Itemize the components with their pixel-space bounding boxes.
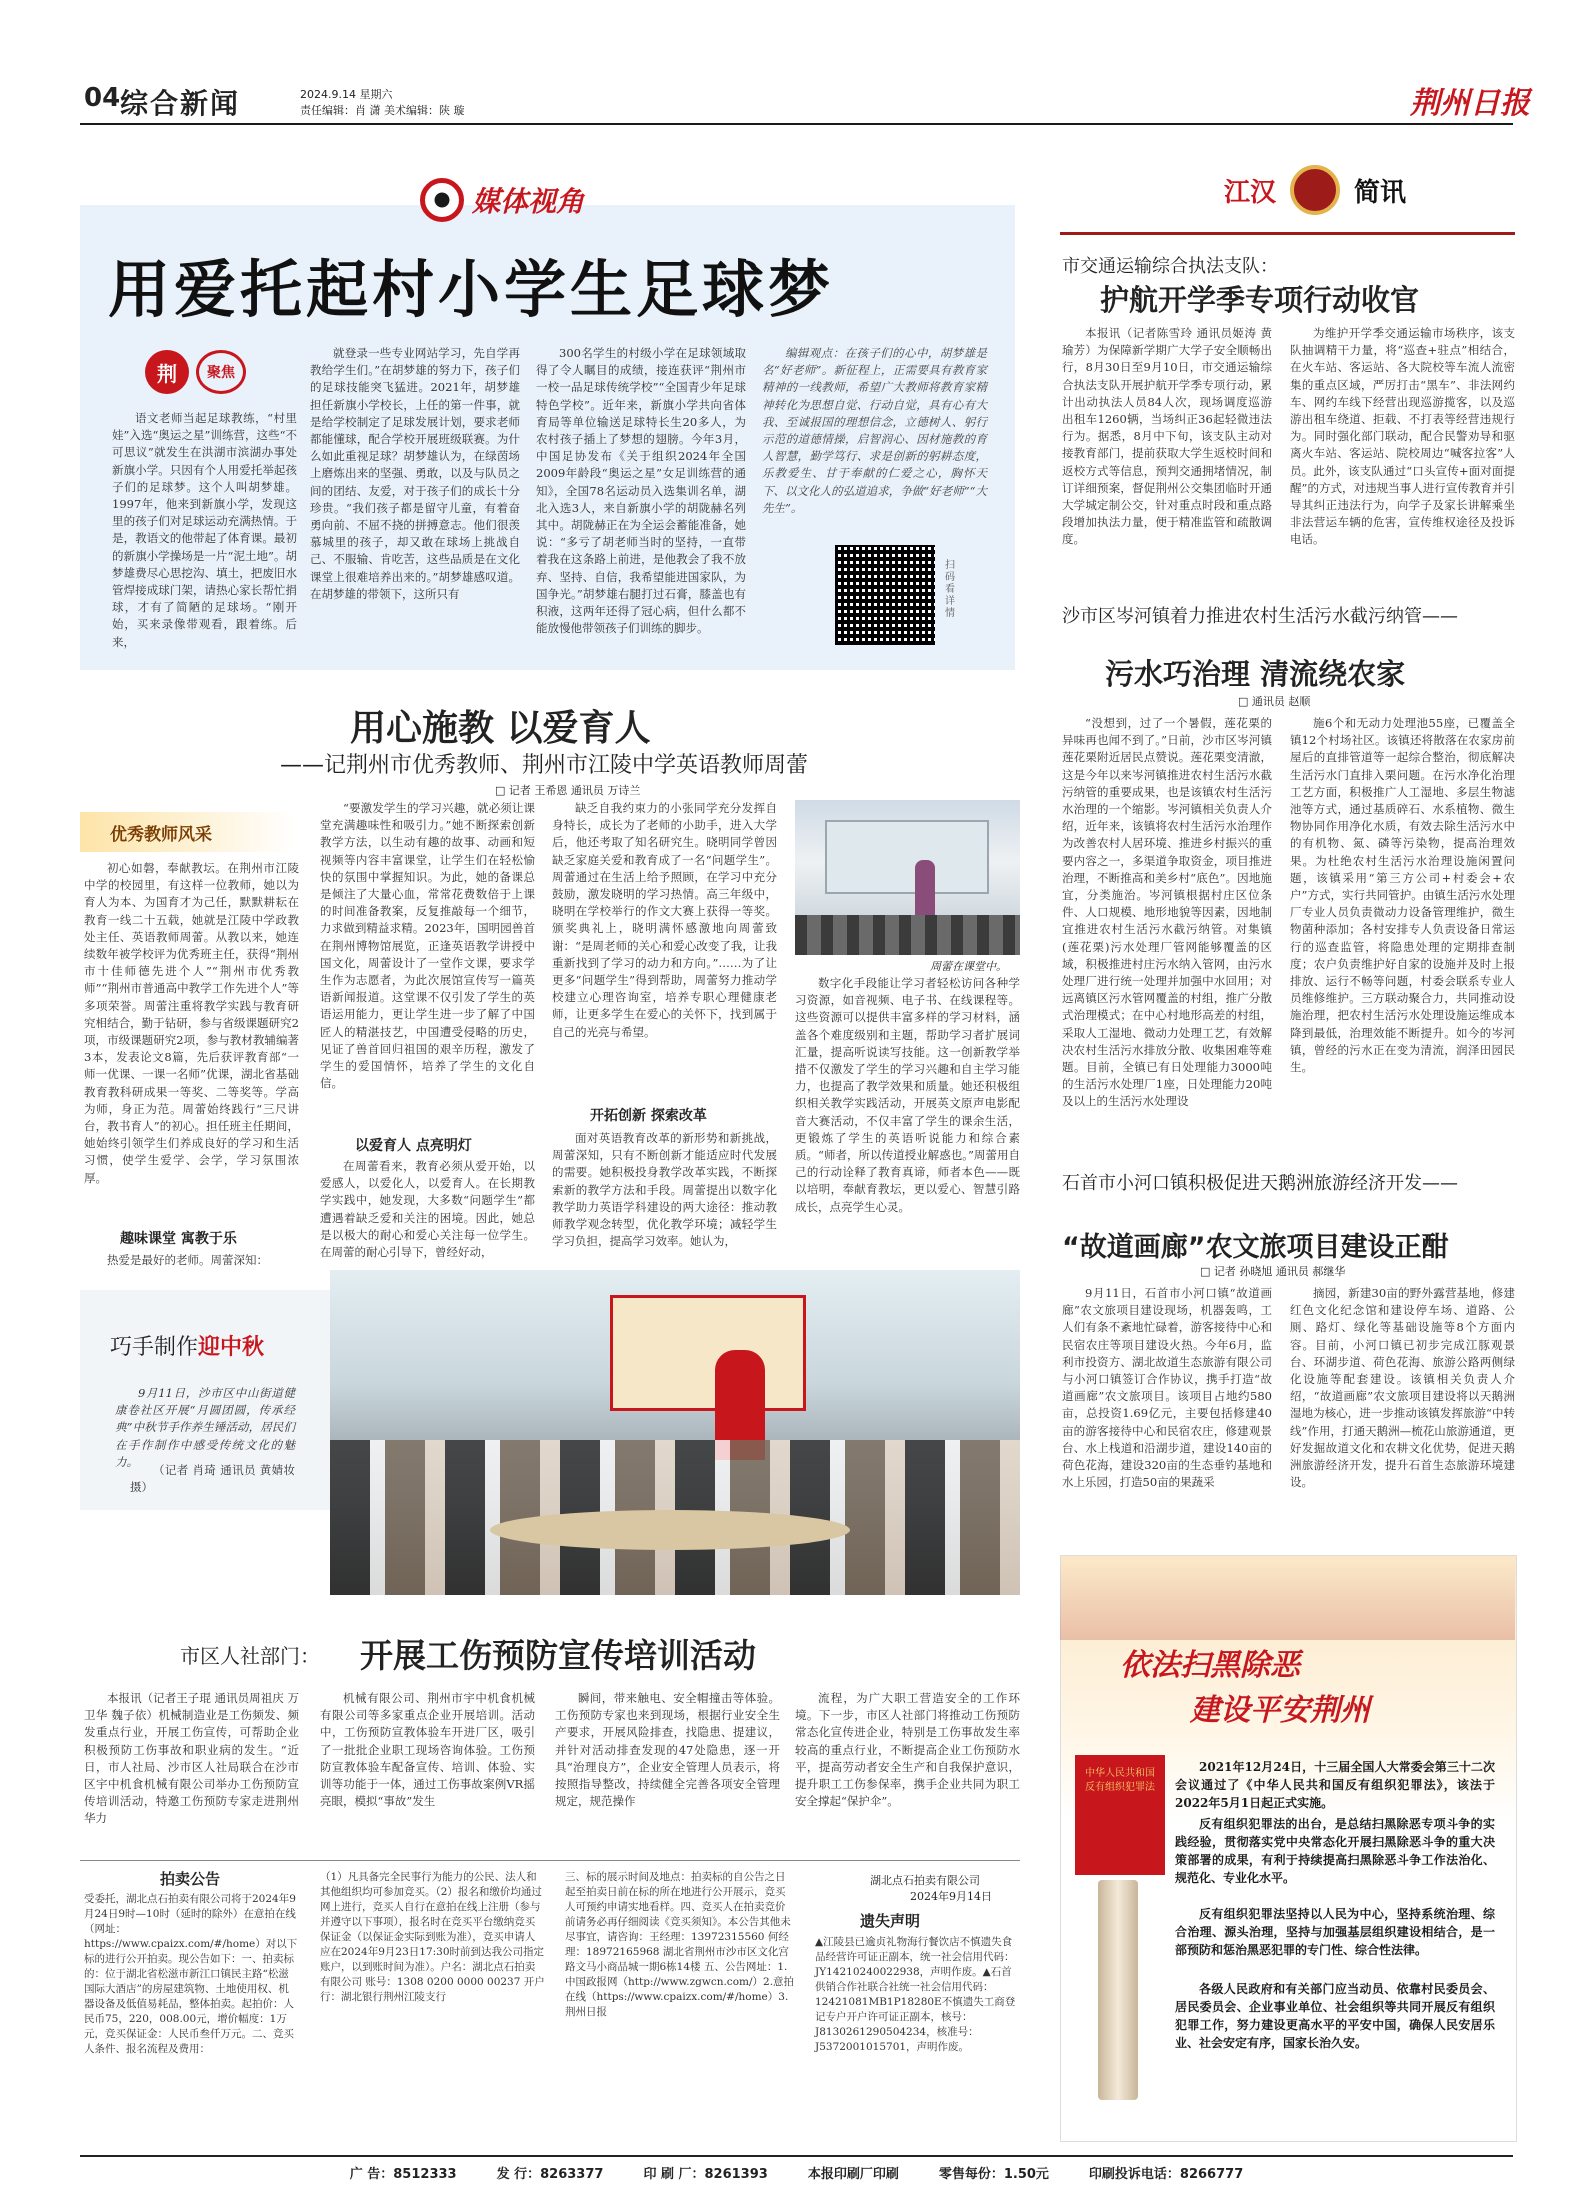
teacher-col1b: 热爱是最好的老师。周蕾深知：	[107, 1253, 268, 1267]
focus-logo: 聚焦	[196, 350, 246, 394]
teacher-photo	[795, 800, 1020, 955]
story3-col1: 9月11日，石首市小河口镇“故道画廊”农文旅项目建设现场，机器轰鸣，工人们有条不紊地忙碌着，游客接待中心和民宿农庄等项目建设火热。今年6月，监利市投资方、湖北故道生态旅游有限公司与小河口镇签订合作协议，携手打造“故道画廊”农文旅项目。该项目占地约580亩，总投资1.69亿元，主要包括修建40亩的游客接待中心和民宿农庄，修建观景台、水上栈道和沿湖步道，建设140亩的荷色花海，建设320亩的生态垂钓基地和水上乐园，打造50亩的果蔬采	[1062, 1286, 1272, 1490]
mid-autumn-text: 9月11日，沙市区中山街道健康卷社区开展“月圆团圆，传承经典”中秋节手作养生锤活动，居民们在手作制作中感受传统文化的魅力。	[115, 1386, 295, 1469]
teacher-heading2: 以爱育人 点亮明灯	[355, 1138, 472, 1154]
teacher-title: 用心施教 以爱育人	[350, 708, 651, 749]
footer-complaint: 印刷投诉电话：8266777	[1088, 2166, 1244, 2182]
auction-col1: 受委托，湖北点石拍卖有限公司将于2024年9月24日9时—10时（延时的除外）在意拍在线（网址：https://www.cpaizx.com/#/home）对以下标的进行公开拍卖。现公告如下：一、拍卖标的：位于湖北省松滋市新江口镇民主路“松滋国际大酒店”的房屋建筑物、土地使用权、机器设备及低值易耗品，整体拍卖。起拍价：人民币75，220，008.00元，增价幅度：1万元，竞买保证金：人民币叁仟万元。二、竞买人条件、报名流程及费用：	[84, 1893, 298, 2055]
media-eye-col3: 300名学生的村级小学在足球领域取得了令人瞩目的成绩，接连获评“荆州市一校一品足球传统学校”“全国青少年足球特色学校”。近年来，新旗小学共向省体育局等单位输送足球特长生20多人，为农村孩子插上了梦想的翅膀。今年3月，中国足协发布《关于组织2024年全国2009年龄段“奥运之星”女足训练营的通知》，全国78名运动员入选集训名单，湖北入选3人，来自新旗小学的胡陇赫名列其中。胡陇赫正在为全运会蓄能准备，她说：“多亏了胡老师当时的坚持，一直带着我在这条路上前进，是他教会了我不放弃、坚持、自信，我希望能进国家队，为国争光。”胡梦雄右腿打过石膏，膝盖也有积液，这两年还得了冠心病，但什么都不能放慢他带领孩子们训练的脚步。	[536, 346, 746, 636]
story1-title: 护航开学季专项行动收官	[1100, 283, 1420, 317]
mid-autumn-credit: （记者 肖琦 通讯员 黄婧妆 摄）	[130, 1463, 295, 1495]
great-wall-graphic	[1060, 1560, 1515, 1640]
teacher-col2b: 在周蕾看来，教育必须从爱开始，以爱感人，以爱化人，以爱育人。在长期教学实践中，她发现，大多数“问题学生”都遭遇着缺乏爱和关注的困境。因此，她总是以极大的耐心和爱心关注每一位学生。在周蕾的耐心引导下，曾经好动，	[320, 1159, 535, 1260]
qr-code[interactable]	[835, 545, 935, 645]
injury-col2: 机械有限公司、荆州市宇中机食机械有限公司等多家重点企业开展培训。活动中，工伤预防宣教体验车开进厂区，吸引了一批批企业职工现场咨询体验。工伤预防宣教体验车配备宣传、培训、体验、实训等功能于一体，通过工伤事故案例VR摇亮眼，模拟“事故”发生	[320, 1691, 535, 1809]
teacher-subtitle: ——记荆州市优秀教师、荆州市江陵中学英语教师周蕾	[280, 753, 809, 778]
story3-kicker: 石首市小河口镇积极促进天鹅洲旅游经济开发——	[1062, 1173, 1458, 1194]
teacher-tag: 优秀教师风采	[80, 812, 295, 852]
masthead-rule	[80, 123, 1513, 125]
mid-autumn-photo	[330, 1270, 1020, 1595]
editors: 责任编辑：肖 潇 美术编辑：陕 璇	[300, 104, 465, 117]
injury-col4: 流程，为广大职工营造安全的工作环境。下一步，市区人社部门将推动工伤预防常态化宣传进企业，特别是工伤事故发生率较高的重点行业，不断提高企业工伤预防水平，提高劳动者安全生产和自我保护意识，提升职工工伤参保率，携手企业共同为职工安全撑起“保护伞”。	[795, 1691, 1020, 1809]
teacher-heading3: 开拓创新 探索改革	[590, 1108, 707, 1124]
auction-date: 2024年9月14日	[910, 1890, 992, 1903]
paper-logo: 荆州日报	[1410, 86, 1530, 121]
auction-rule	[80, 1860, 1020, 1861]
teacher-photo-caption: 周蕾在课堂中。	[930, 960, 1007, 973]
story1-col2: 为维护开学季交通运输市场秩序，该支队抽调精干力量，将“巡查+驻点”相结合，在火车站、客运站、各大院校等车流人流密集的重点区域，严厉打击“黑车”、非法网约车、网约车线下经营出现巡游揽客，以及巡游出租车绕道、拒载、不打表等经营违规行为。同时强化部门联动，配合民警劝导和驱离火车站、客运站、院校周边“喊客拉客”人员。此外，该支队通过“口头宣传+面对面提醒”的方式，对违规当事人进行宣传教育并引导其纠正违法行为，向学子及家长讲解乘坐非法营运车辆的危害，宣传维权途径及投诉电话。	[1290, 326, 1515, 547]
teacher-byline: □ 记者 王希恩 通讯员 万诗兰	[495, 784, 641, 797]
anti-crime-p2: 反有组织犯罪法的出台，是总结扫黑除恶专项斗争的实践经验，贯彻落实党中央常态化开展扫黑除恶斗争的重大决策部署的成果，有利于持续提高扫黑除恶斗争工作法治化、规范化、专业化水平。	[1175, 1817, 1495, 1885]
footer-bar	[80, 2155, 1513, 2187]
anti-crime-p1: 2021年12月24日，十三届全国人大常委会第三十二次会议通过了《中华人民共和国反有组织犯罪法》，该法于2022年5月1日起正式实施。	[1175, 1760, 1495, 1810]
story2-kicker: 沙市区岑河镇着力推进农村生活污水截污纳管——	[1062, 606, 1458, 627]
media-eye-headline: 用爱托起村小学生足球梦	[108, 253, 835, 326]
teacher-col3: 缺乏自我约束力的小张同学充分发挥自身特长，成长为了老师的小助手，进入大学后，他还考取了知名研究生。晓明同学曾因缺乏家庭关爱和教育成了一名“问题学生”。周蕾通过在生活上给予照顾，在学习中充分鼓励，激发晓明的学习热情。高三年级中，晓明在学校举行的作文大赛上获得一等奖。颁奖典礼上，晓明满怀感激地向周蕾致谢：“是周老师的关心和爱心改变了我，让我重新找到了学习的动力和方向。”……为了让更多“问题学生”得到帮助，周蕾努力推动学校建立心理咨询室，培养专职心理健康老师，让更多学生在爱心的关怀下，找到属于自己的光亮与希望。	[552, 801, 777, 1039]
story3-col2: 摘园，新建30亩的野外露营基地，修建红色文化纪念馆和建设停车场、道路、公厕、路灯、绿化等基础设施等8个方面内容。目前，小河口镇已初步完成江豚观景台、环湖步道、荷色花海、旅游公路两侧绿化设施等配套建设。该镇相关负责人介绍，“故道画廊”农文旅项目建设将以天鹅洲湿地为核心，进一步推动该镇发挥旅游“中转线”作用，打通天鹅洲—梳花山旅游通道，更好发掘故道文化和农耕文化优势，促进天鹅洲旅游经济开发，提升石首生态旅游环境建设。	[1290, 1286, 1515, 1490]
lost-notice-title: 遗失声明	[860, 1912, 921, 1930]
footer-printer: 本报印刷厂印刷	[807, 2166, 899, 2182]
media-eye-col1: 语文老师当起足球教练，“村里娃”入选“奥运之星”训练营，这些“不可思议”就发生在洪湖市滨湖办事处新旗小学。只因有个人用爱托举起孩子们的足球梦。这个人叫胡梦雄。1997年，他来到新旗小学，发现这里的孩子们对足球运动充满热情。于是，教语文的他带起了体育课。最初的新旗小学操场是一片“泥土地”。胡梦雄费尽心思挖沟、填土，把废旧水管焊接成球门架，请热心家长帮忙捐球，才有了简陋的足球场。“刚开始，买来录像带观看，跟着练。后来，	[112, 411, 297, 649]
teacher-heading1: 趣味课堂 寓教于乐	[120, 1231, 237, 1247]
story2-title: 污水巧治理 清流绕农家	[1105, 657, 1406, 691]
media-eye-banner: 媒体视角	[420, 175, 670, 225]
section-name: 综合新闻	[120, 87, 241, 120]
teacher-col1: 初心如磐，奉献教坛。在荆州市江陵中学的校园里，有这样一位教师，她以为育人为本、为国育才为己任，默默耕耘在教育一线二十五载，她就是江陵中学政教处主任、英语教师周蕾。从教以来，她连续数年被学校评为优秀班主任，获得“荆州市十佳师德先进个人”“荆州市优秀教师”“荆州市普通高中教学工作先进个人”等多项荣誉。周蕾注重将教学实践与教育研究相结合，勤于钻研，参与省级课题研究2项，市级课题研究2项，参与教材教辅编著3本，发表论文8篇，先后获评教育部“一师一优课、一课一名师”优课，湖北省基础教育教科研成果一等奖、二等奖等。学高为师，身正为范。周蕾始终践行“三尺讲台，教书育人”的初心。担任班主任期间，她始终引领学生们养成良好的学习和生活习惯，使学生爱学、会学，学习氛围浓厚。	[84, 861, 299, 1185]
injury-col1: 本报讯（记者王子琨 通讯员周祖庆 万卫华 魏子依）机械制造业是工伤频发、频发重点行业，开展工伤宣传，可帮助企业积极预防工伤事故和职业病的发生。“近日，市人社局、沙市区人社局联合在沙市区宇中机食机械有限公司举办工伤预防宣传培训活动，特邀工伤预防专家走进荆州华力	[84, 1691, 299, 1826]
issue-date: 2024.9.14 星期六	[300, 88, 393, 101]
media-eye-col2: 就登录一些专业网站学习，先自学再教给学生们。”在胡梦雄的努力下，孩子们的足球技能突飞猛进。2021年，胡梦雄担任新旗小学校长，上任的第一件事，就是给学校制定了足球发展计划，要求老师都能懂球，配合学校开展班级联赛。为什么如此重视足球？胡梦雄认为，在绿茵场上磨炼出来的坚强、勇敢，以及与队员之间的团结、友爱，对于孩子们的成长十分珍贵。“我们孩子都是留守儿童，有着奋勇向前、不屈不挠的拼搏意志。他们很羡慕城里的孩子，却又敢在球场上挑战自己、不服输、肯吃苦，这些品质是在文化课堂上很难培养出来的。”胡梦雄感叹道。在胡梦雄的带领下，这所只有	[310, 346, 520, 601]
eye-icon	[420, 178, 464, 222]
jingzhou-logo: 荆	[145, 350, 189, 394]
jianghan-banner: 江汉 简讯	[1175, 160, 1455, 220]
auction-company: 湖北点石拍卖有限公司	[870, 1874, 980, 1887]
story1-kicker: 市交通运输综合执法支队：	[1062, 256, 1278, 277]
story1-col1: 本报讯（记者陈雪玲 通讯员姬涛 黄瑜芳）为保障新学期广大学子安全顺畅出行，8月30日至9月10日，市交通运输综合执法支队开展护航开学季专项行动，累计出动执法人员84人次，现场调度巡游出租车1260辆，当场纠正36起轻微违法行为。据悉，8月中下旬，该支队主动对接教育部门，提前获取大学生返校时间和返校方式等信息，预判交通拥堵情况，制订详细预案，督促荆州公交集团临时开通大学城定制公交，针对重点时段和重点路段增加执法力量，便于精准监管和疏散调度。	[1062, 326, 1272, 547]
editor-note: 编辑观点：在孩子们的心中，胡梦雄是名“好老师”。新征程上，正需要具有教育家精神的一线教师，希望广大教师将教育家精神转化为思想自觉、行动自觉，具有心有大我、至诚报国的理想信念，立德树人、躬行示范的道德情操，启智润心、因材施教的育人智慧，勤学笃行、求是创新的躬耕态度，乐教爱生、甘于奉献的仁爱之心，胸怀天下、以文化人的弘道追求，争做“好老师”“大先生”。	[762, 346, 987, 515]
footer-price: 零售每份：1.50元	[938, 2166, 1049, 2182]
story2-byline: □ 通讯员 赵顺	[1238, 695, 1311, 708]
auction-title: 拍卖公告	[160, 1870, 221, 1888]
auction-col3: 三、标的展示时间及地点：拍卖标的自公告之日起至拍卖日前在标的所在地进行公开展示，竞买人可预约申请实地看样。四、竞买人在拍卖竞价前请务必再仔细阅读《竞买须知》。本公告其他未尽事宜，请咨询：王经理：13972315560 何经理：18972165968 湖北省荆州市沙市区文化宫路文马小商品城一期6栋14楼 五、公告网址：1.中国政报网（http://www.zgwcn.com/）2.意拍在线（https://www.cpaizx.com/#/home）3.荆州日报	[565, 1871, 795, 2018]
anti-crime-p4: 各级人民政府和有关部门应当动员、依靠村民委员会、居民委员会、企业事业单位、社会组织等共同开展反有组织犯罪工作，努力建设更高水平的平安中国，确保人民安居乐业、社会安定有序，国家长治久安。	[1175, 1982, 1495, 2050]
emblem-icon	[1290, 165, 1340, 215]
anti-crime-title1: 依法扫黑除恶	[1120, 1648, 1300, 1683]
story2-col2: 施6个和无动力处理池55座，已覆盖全镇12个村场社区。该镇还将散落在农家房前屋后的直排管道等一起综合整治，彻底解决生活污水门直排入栗问题。在污水净化治理工艺方面，积极推广人工湿地、多层生物滤池等方式，通过基质碎石、水系植物、微生物协同作用净化水质，有效去除生活污水中的有机物、氮、磷等污染物，提高治理效果。为杜绝农村生活污水治理设施闲置问题，该镇采用“第三方公司+村委会+农户”方式，实行共同管护。由镇生活污水处理厂专业人员负责微动力设备管理维护，微生物菌种添加；各村安排专人负责设备日常运行的巡查监管，将隐患处理的定期排查制度；农户负责维护好自家的设施并及时上报排放、运行不畅等问题，村委会联系专业人员维修维护。三方联动聚合力，共同推动设施治理，把农村生活污水处理设施运维成本降到最低，治理效能不断提升。如今的岑河镇，曾经的污水正在变为清流，润泽田园民生。	[1290, 716, 1515, 1075]
huabiao-column	[1098, 1880, 1138, 2100]
footer-issue: 发 行：8263377	[496, 2166, 604, 2182]
story3-title: “故道画廊”农文旅项目建设正酣	[1062, 1232, 1449, 1263]
story3-byline: □ 记者 孙晓旭 通讯员 郝继华	[1200, 1265, 1346, 1278]
teacher-col4: 数字化手段能让学习者轻松访问各种学习资源，如音视频、电子书、在线课程等。这些资源可以提供丰富多样的学习材料，涵盖各个难度级别和主题，帮助学习者扩展词汇量，提高听说读写技能。这一创新教学举措不仅激发了学生的学习兴趣和自主学习能力，也提高了教学效果和质量。她还积极组织相关教学实践活动，开展英文原声电影配音大赛活动，不仅丰富了学生的课余生活，更锻炼了学生的英语听说能力和综合素质。“师者，所以传道授业解惑也。”周蕾用自己的行动诠释了教育真谛，师者本色——既以培明，奉献育教坛，更以爱心、智慧引路成长，点亮学生心灵。	[795, 976, 1020, 1214]
teacher-col2: “要激发学生的学习兴趣，就必须让课堂充满趣味性和吸引力。”她不断探索创新教学方法，以生动有趣的故事、动画和短视频等内容丰富课堂，让学生们在轻松愉快的氛围中掌握知识。为此，她的备课总是倾注了大量心血，常常花费数倍于上课的时间准备教案，反复推敲每一个细节，力求做到精益求精。2023年，国明园兽首在荆州博物馆展览，正逢英语教学讲授中国文化，周蕾设计了一堂作文课，要求学生作为志愿者，为此次展馆宣传写一篇英语新闻报道。这堂课不仅引发了学生的英语运用能力，更让学生进一步了解了中国匠人的精湛技艺，中国遭受侵略的历史，见证了兽首回归祖国的艰辛历程，激发了学生的爱国情怀，培养了学生的文化自信。	[320, 801, 535, 1091]
law-book: 中华人民共和国反有组织犯罪法	[1075, 1755, 1165, 1875]
qr-label: 扫码看详情	[945, 560, 955, 619]
anti-crime-p3: 反有组织犯罪法坚持以人民为中心，坚持系统治理、综合治理、源头治理，坚持与加强基层组织建设相结合，是一部预防和惩治黑恶犯罪的专门性、综合性法律。	[1175, 1907, 1495, 1957]
story2-col1: “没想到，过了一个暑假，莲花栗的异味再也闻不到了。”日前，沙市区岑河镇莲花栗附近居民点赞说。莲花栗变清澈，这是今年以来岑河镇推进农村生活污水截污纳管的重要成果，也是该镇农村生活污水治理的一个缩影。岑河镇相关负责人介绍，近年来，该镇将农村生活污水治理作为改善农村人居环境、推进乡村振兴的重要内容之一，多渠道争取资金，项目推进治理，不断推高和美乡村“底色”。因地施宜，分类施治。岑河镇根据村庄区位条件、人口规模、地形地貌等因素，因地制宜推进农村生活污水截污纳管。对集镇(莲花栗)污水处理厂管网能够覆盖的区域，积极推进村庄污水纳入管网，由污水处理厂进行统一处理并加强中水回用；对远离镇区污水管网覆盖的村组，推广分散式治理模式；在中心村地形高差的村组，采取人工湿地、微动力处理工艺，有效解决农村生活污水排放分散、收集困难等难题。目前，全镇已有日处理能力3000吨的生活污水处理厂1座，日处理能力20吨及以上的生活污水处理设	[1062, 716, 1272, 1109]
teacher-col3b: 面对英语教育改革的新形势和新挑战，周蕾深知，只有不断创新才能适应时代发展的需要。她积极投身教学改革实践，不断探索新的教学方法和手段。周蕾提出以数字化教学助力英语学科建设的两大途径：推动教师教学观念转型，优化教学环境；减轻学生学习负担，提高学习效率。她认为，	[552, 1131, 777, 1249]
page-number: 04	[84, 83, 121, 113]
auction-col2: （1）凡具备完全民事行为能力的公民、法人和其他组织均可参加竞买。（2）报名和缴价均通过网上进行，竞买人自行在意拍在线上注册（参与并遵守以下事项），报名时在竞买平台缴纳竞买保证金（以保证金实际到账为准），竞买申请人应在2024年9月23日17:30时前到达我公司指定账户，以到账时间为准）。户名：湖北点石拍卖有限公司 账号：1308 0200 0000 00237 开户行：湖北银行荆州江陵支行	[320, 1871, 545, 2003]
injury-title: 开展工伤预防宣传培训活动	[360, 1636, 756, 1675]
anti-crime-title2: 建设平安荆州	[1190, 1693, 1370, 1728]
injury-kicker: 市区人社部门：	[180, 1644, 320, 1668]
mid-autumn-title: 巧手制作迎中秋	[110, 1334, 265, 1360]
jianghan-rule	[1060, 232, 1515, 235]
injury-col3: 瞬间，带来触电、安全帽撞击等体验。工伤预防专家也来到现场，根据行业安全生产要求，开展风险排查，找隐患、提建议，并针对活动排查发现的47处隐患，逐一开具“治理良方”，企业安全管理人员表示，将按照指导整改，持续健全完善各项安全管理规定，规范操作	[555, 1691, 780, 1809]
footer-ad: 广 告：8512333	[349, 2166, 457, 2182]
footer-print: 印 刷 厂：8261393	[643, 2166, 768, 2182]
lost-notice-text: ▲江陵县已逾贞礼物海行餐饮店不慎遗失食品经营许可证正副本，统一社会信用代码：JY14210240022938，声明作废。▲石首供销合作社联合社统一社会信用代码：12421081MB1P18280E不慎遗失工商登记专户开户许可证正副本，核号：J8130261290504234，核准号：J5372001015701，声明作废。	[815, 1936, 1016, 2053]
